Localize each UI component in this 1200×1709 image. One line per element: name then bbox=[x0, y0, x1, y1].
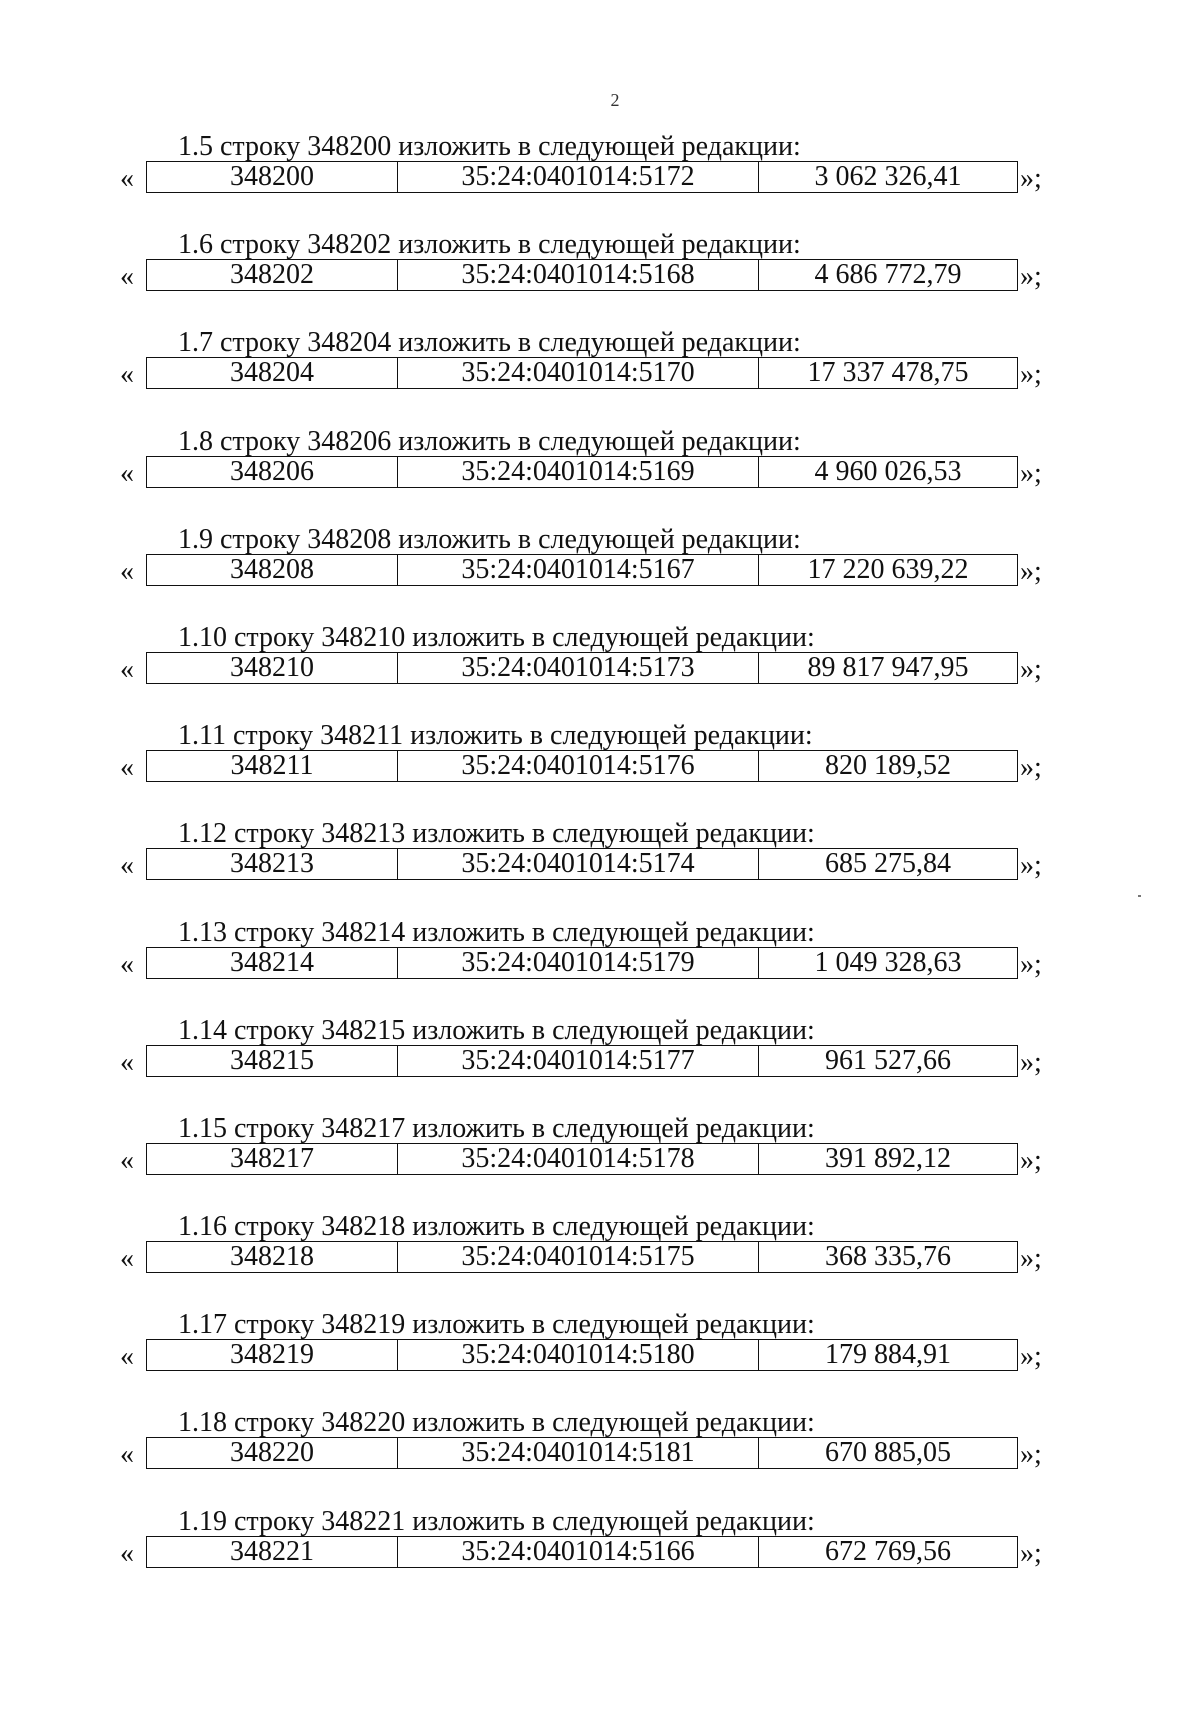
amendment-item bbox=[0, 426, 1200, 524]
opening-quote: « bbox=[120, 261, 134, 293]
row-table bbox=[146, 1437, 1018, 1469]
amendment-heading: 1.5 строку 348200 изложить в следующей редакции: bbox=[178, 131, 801, 162]
row-table bbox=[146, 1339, 1018, 1371]
amendment-heading: 1.6 строку 348202 изложить в следующей редакции: bbox=[178, 229, 801, 261]
amendment-heading: 1.17 строку 348219 изложить в следующей редакции: bbox=[178, 1309, 815, 1341]
cadastral-number-cell: 35:24:0401014:5170 bbox=[398, 358, 759, 388]
row-table bbox=[146, 357, 1018, 389]
cadastral-number-cell: 35:24:0401014:5178 bbox=[398, 1144, 759, 1174]
opening-quote: « bbox=[120, 359, 134, 391]
value-cell: 685 275,84 bbox=[825, 849, 951, 880]
value-cell: 1 049 328,63 bbox=[814, 947, 962, 978]
cadastral-number-cell: 35:24:0401014:5169 bbox=[398, 457, 759, 487]
scan-speck bbox=[1138, 895, 1141, 897]
value-cell: 672 769,56 bbox=[825, 1536, 951, 1567]
amendment-heading: 1.10 строку 348210 изложить в следующей редакции: bbox=[178, 621, 815, 653]
cadastral-number-cell: 35:24:0401014:5174 bbox=[398, 849, 759, 879]
row-code-cell: 348211 bbox=[147, 751, 398, 781]
amendments-list bbox=[0, 131, 1200, 1604]
closing-quote: »; bbox=[1020, 555, 1042, 587]
cadastral-number-cell: 35:24:0401014:5173 bbox=[398, 653, 759, 683]
cadastral-number-cell: 35:24:0401014:5177 bbox=[398, 1046, 759, 1076]
closing-quote: »; bbox=[1020, 1046, 1042, 1078]
amendment-item bbox=[0, 131, 1200, 229]
amendment-heading: 1.7 строку 348204 изложить в следующей редакции: bbox=[178, 327, 801, 359]
closing-quote: »; bbox=[1020, 1439, 1042, 1471]
opening-quote: « bbox=[120, 850, 134, 882]
amendment-item bbox=[0, 1309, 1200, 1407]
opening-quote: « bbox=[120, 163, 134, 194]
amendment-item bbox=[0, 1407, 1200, 1505]
opening-quote: « bbox=[120, 1537, 134, 1569]
row-table bbox=[146, 456, 1018, 488]
amendment-heading: 1.13 строку 348214 изложить в следующей редакции: bbox=[178, 916, 815, 948]
row-table bbox=[146, 652, 1018, 684]
closing-quote: »; bbox=[1020, 261, 1042, 293]
row-table bbox=[146, 554, 1018, 586]
closing-quote: »; bbox=[1020, 1144, 1042, 1176]
row-code-cell: 348220 bbox=[147, 1438, 398, 1468]
row-code-cell: 348200 bbox=[147, 162, 398, 192]
amendment-heading: 1.11 строку 348211 изложить в следующей редакции: bbox=[178, 720, 813, 752]
closing-quote: »; bbox=[1020, 163, 1042, 194]
cadastral-number-cell: 35:24:0401014:5172 bbox=[398, 162, 759, 192]
row-code-cell: 348213 bbox=[147, 849, 398, 879]
amendment-item bbox=[0, 720, 1200, 818]
amendment-item bbox=[0, 327, 1200, 425]
closing-quote: »; bbox=[1020, 752, 1042, 784]
value-cell: 17 220 639,22 bbox=[807, 554, 969, 585]
row-code-cell: 348218 bbox=[147, 1242, 398, 1272]
value-cell: 820 189,52 bbox=[825, 751, 951, 782]
closing-quote: »; bbox=[1020, 850, 1042, 882]
value-cell: 179 884,91 bbox=[825, 1340, 951, 1371]
row-table bbox=[146, 947, 1018, 979]
amendment-heading: 1.15 строку 348217 изложить в следующей редакции: bbox=[178, 1112, 815, 1144]
opening-quote: « bbox=[120, 1341, 134, 1373]
opening-quote: « bbox=[120, 1144, 134, 1176]
value-cell: 89 817 947,95 bbox=[807, 652, 969, 683]
row-table bbox=[146, 161, 1018, 193]
cadastral-number-cell: 35:24:0401014:5167 bbox=[398, 555, 759, 585]
cadastral-number-cell: 35:24:0401014:5179 bbox=[398, 948, 759, 978]
opening-quote: « bbox=[120, 752, 134, 784]
value-cell: 4 960 026,53 bbox=[814, 456, 962, 487]
amendment-item bbox=[0, 229, 1200, 327]
row-table bbox=[146, 848, 1018, 880]
opening-quote: « bbox=[120, 555, 134, 587]
amendment-item bbox=[0, 818, 1200, 916]
closing-quote: »; bbox=[1020, 1537, 1042, 1569]
value-cell: 3 062 326,41 bbox=[814, 162, 962, 192]
opening-quote: « bbox=[120, 653, 134, 685]
value-cell: 961 527,66 bbox=[825, 1045, 951, 1076]
opening-quote: « bbox=[120, 1439, 134, 1471]
cadastral-number-cell: 35:24:0401014:5181 bbox=[398, 1438, 759, 1468]
value-cell: 4 686 772,79 bbox=[814, 260, 962, 291]
row-table bbox=[146, 1143, 1018, 1175]
row-code-cell: 348219 bbox=[147, 1340, 398, 1370]
row-code-cell: 348214 bbox=[147, 948, 398, 978]
row-code-cell: 348206 bbox=[147, 457, 398, 487]
value-cell: 368 335,76 bbox=[825, 1242, 951, 1273]
amendment-heading: 1.12 строку 348213 изложить в следующей редакции: bbox=[178, 818, 815, 850]
row-code-cell: 348204 bbox=[147, 358, 398, 388]
cadastral-number-cell: 35:24:0401014:5175 bbox=[398, 1242, 759, 1272]
row-table bbox=[146, 1045, 1018, 1077]
closing-quote: »; bbox=[1020, 359, 1042, 391]
row-code-cell: 348208 bbox=[147, 555, 398, 585]
amendment-heading: 1.19 строку 348221 изложить в следующей редакции: bbox=[178, 1505, 815, 1537]
row-table bbox=[146, 1241, 1018, 1273]
amendment-item bbox=[0, 1015, 1200, 1113]
amendment-heading: 1.16 строку 348218 изложить в следующей редакции: bbox=[178, 1211, 815, 1243]
row-table bbox=[146, 259, 1018, 291]
row-code-cell: 348210 bbox=[147, 653, 398, 683]
amendment-heading: 1.9 строку 348208 изложить в следующей редакции: bbox=[178, 523, 801, 555]
closing-quote: »; bbox=[1020, 1341, 1042, 1373]
cadastral-number-cell: 35:24:0401014:5166 bbox=[398, 1537, 759, 1567]
value-cell: 17 337 478,75 bbox=[807, 358, 969, 389]
closing-quote: »; bbox=[1020, 948, 1042, 980]
row-table bbox=[146, 1536, 1018, 1568]
closing-quote: »; bbox=[1020, 653, 1042, 685]
cadastral-number-cell: 35:24:0401014:5168 bbox=[398, 260, 759, 290]
page-number: 2 bbox=[610, 90, 620, 110]
opening-quote: « bbox=[120, 1243, 134, 1275]
row-table bbox=[146, 750, 1018, 782]
row-code-cell: 348202 bbox=[147, 260, 398, 290]
row-code-cell: 348217 bbox=[147, 1144, 398, 1174]
amendment-item bbox=[0, 622, 1200, 720]
row-code-cell: 348215 bbox=[147, 1046, 398, 1076]
cadastral-number-cell: 35:24:0401014:5176 bbox=[398, 751, 759, 781]
opening-quote: « bbox=[120, 457, 134, 489]
amendment-item bbox=[0, 1506, 1200, 1604]
amendment-item bbox=[0, 524, 1200, 622]
amendment-heading: 1.8 строку 348206 изложить в следующей редакции: bbox=[178, 425, 801, 457]
opening-quote: « bbox=[120, 1046, 134, 1078]
cadastral-number-cell: 35:24:0401014:5180 bbox=[398, 1340, 759, 1370]
amendment-heading: 1.18 строку 348220 изложить в следующей редакции: bbox=[178, 1407, 815, 1439]
value-cell: 670 885,05 bbox=[825, 1438, 951, 1469]
amendment-heading: 1.14 строку 348215 изложить в следующей редакции: bbox=[178, 1014, 815, 1046]
opening-quote: « bbox=[120, 948, 134, 980]
row-code-cell: 348221 bbox=[147, 1537, 398, 1567]
closing-quote: »; bbox=[1020, 1243, 1042, 1275]
amendment-item bbox=[0, 1211, 1200, 1309]
amendment-item bbox=[0, 917, 1200, 1015]
value-cell: 391 892,12 bbox=[825, 1143, 951, 1174]
closing-quote: »; bbox=[1020, 457, 1042, 489]
amendment-item bbox=[0, 1113, 1200, 1211]
